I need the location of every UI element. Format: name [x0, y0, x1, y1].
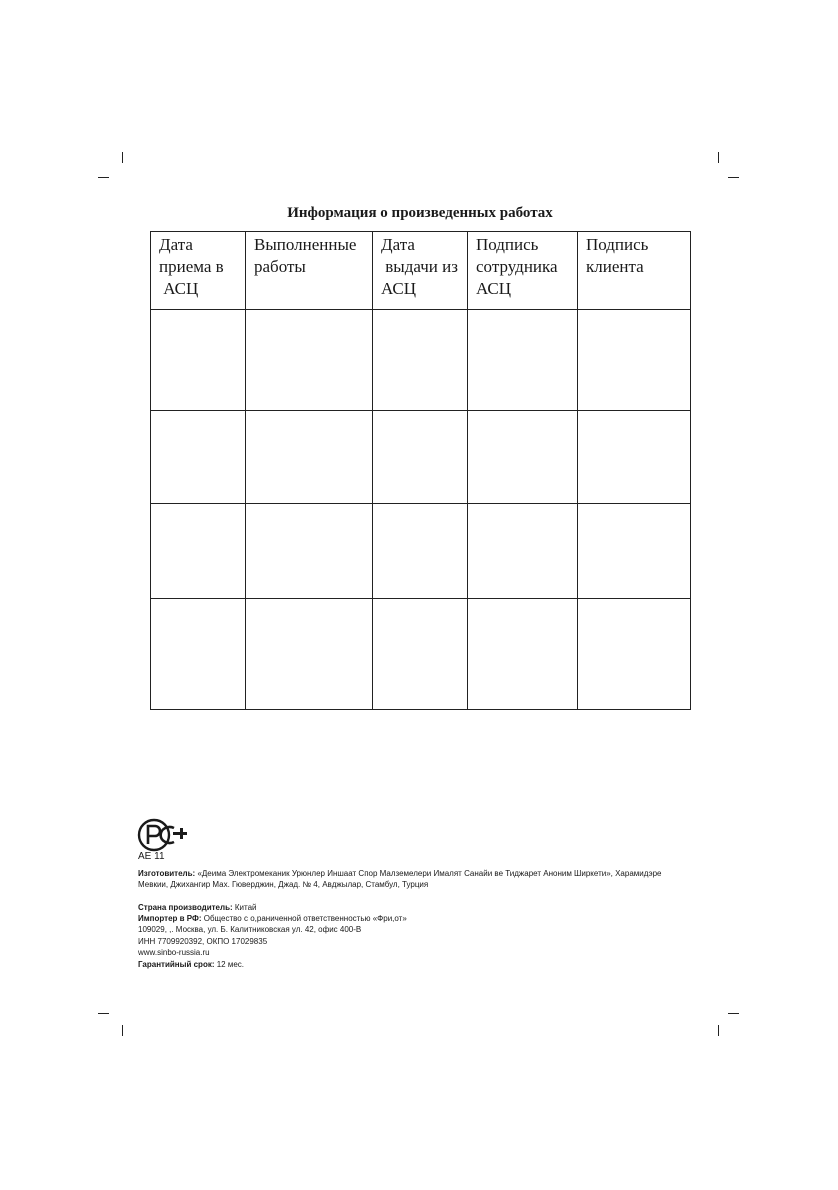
table-cell — [373, 504, 468, 599]
header-work-done: Выполненные работы — [246, 232, 373, 310]
header-issue-date: Дата выдачи из АСЦ — [373, 232, 468, 310]
header-employee-signature: Подпись сотрудника АСЦ — [468, 232, 578, 310]
crop-mark — [718, 1025, 719, 1036]
service-records-table — [150, 231, 691, 710]
importer-address: 109029, ,. Москва, ул. Б. Калитниковская ул. 42, офис 400-В — [138, 925, 362, 934]
crop-mark — [728, 1013, 739, 1014]
crop-mark — [718, 152, 719, 163]
warranty-label: Гарантийный срок: — [138, 960, 215, 969]
table-cell — [578, 599, 691, 710]
gost-certification-icon — [137, 818, 189, 852]
country-label: Страна производитель: — [138, 903, 233, 912]
table-cell — [151, 411, 246, 504]
manufacturer-label: Изготовитель: — [138, 869, 196, 878]
crop-mark — [728, 177, 739, 178]
header-client-signature: Подпись клиента — [578, 232, 691, 310]
table-cell — [373, 599, 468, 710]
table-cell — [246, 599, 373, 710]
website-link: www.sinbo-russia.ru — [138, 948, 210, 957]
table-title: Информация о произведенных работах — [287, 205, 553, 221]
table-cell — [246, 504, 373, 599]
table-cell — [468, 310, 578, 411]
table-row — [151, 411, 691, 504]
table-cell — [373, 310, 468, 411]
manufacturer-text: «Деима Электромеканик Урюнлер Иншаат Спор Малземелери Ималят Санайи ве Тиджарет Аноним Ширкети», Харамидэре — [195, 869, 662, 878]
table-cell — [468, 599, 578, 710]
importer-label: Импортер в РФ: — [138, 914, 202, 923]
table-cell — [151, 599, 246, 710]
table-row — [151, 310, 691, 411]
warranty-info — [138, 959, 698, 970]
table-header-row — [151, 232, 691, 310]
table-row — [151, 599, 691, 710]
crop-mark — [122, 152, 123, 163]
table-cell — [578, 310, 691, 411]
table-cell — [246, 411, 373, 504]
warranty-value: 12 мес. — [214, 960, 245, 969]
table-cell — [578, 504, 691, 599]
importer-inn: ИНН 7709920392, ОКПО 17029835 — [138, 937, 268, 946]
manufacturer-address: Мевкии, Джихангир Мах. Гюверджин, Джад. № 4, Авджылар, Стамбул, Турция — [138, 880, 429, 889]
table-cell — [468, 411, 578, 504]
table-row — [151, 504, 691, 599]
table-cell — [468, 504, 578, 599]
table-cell — [578, 411, 691, 504]
country-of-origin — [138, 902, 698, 913]
crop-mark — [98, 1013, 109, 1014]
certification-code: АЕ 11 — [138, 851, 165, 862]
importer-value: Общество с о,раниченной ответственностью «Фри,от» — [201, 914, 407, 923]
header-receive-date: Дата приема в АСЦ — [151, 232, 246, 310]
crop-mark — [98, 177, 109, 178]
table-cell — [246, 310, 373, 411]
table-cell — [151, 310, 246, 411]
manufacturer-info — [138, 868, 698, 879]
table-cell — [373, 411, 468, 504]
importer-info — [138, 913, 698, 924]
country-value: Китай — [232, 903, 257, 912]
crop-mark — [122, 1025, 123, 1036]
table-cell — [151, 504, 246, 599]
